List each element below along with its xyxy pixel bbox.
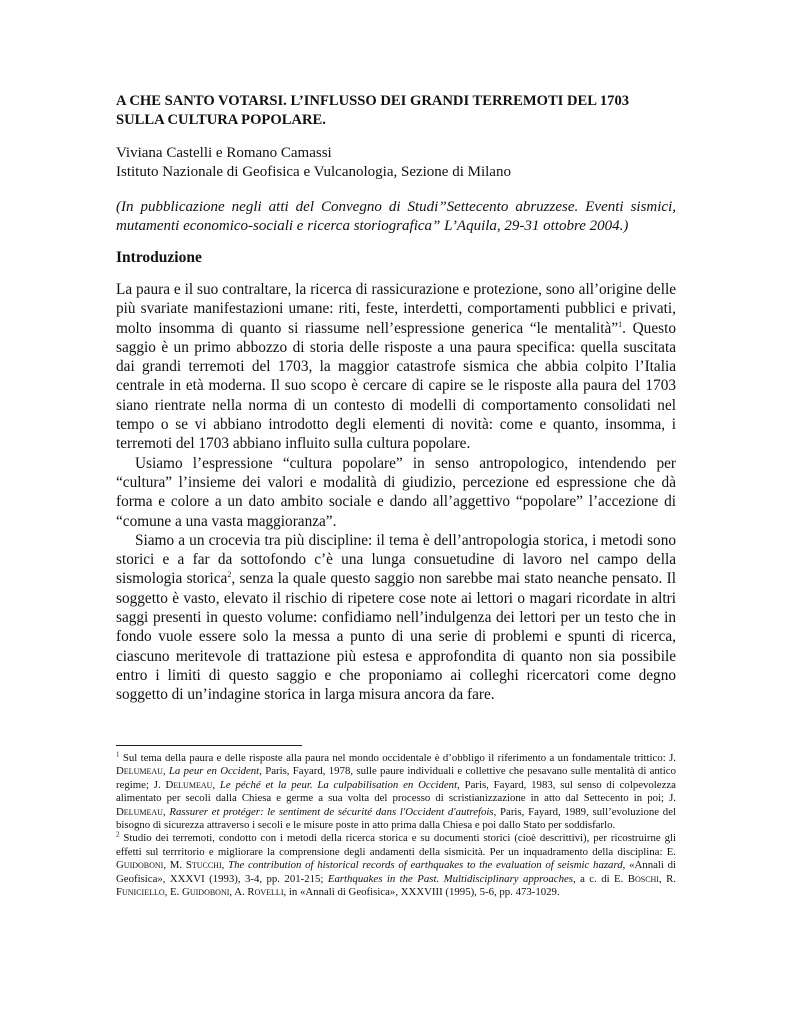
paragraph-2: Usiamo l’espressione “cultura popolare” in senso antropologico, intendendo per “cultura” l’insieme dei valori e modalità di giudizio, percezione ed espressione che dà forma e colore a un dato ambito sociale e dando all’aggettivo “popolare” l’accezione di “comune a una vasta maggioranza”. (116, 454, 676, 530)
paragraph-1-text-a: La paura e il suo contraltare, la ricerca di rassicurazione e protezione, sono all’origine delle più svariate manifestazioni umane: riti, feste, interdetti, comportamenti pubblici e privati, molto insomma di quanto si riassume nell’espressione generica “le mentalità” (116, 281, 676, 337)
footnote-2-text: , in «Annali di Geofisica», XXXVIII (1995), 5-6, pp. 473-1029. (283, 886, 560, 899)
footnote-1: $^1$ Sul tema della paura e delle risposte alla paura nel mondo occidentale è d’obbligo il riferimento a un fondamentale trittico: J. Delumeau, La peur en Occident, Paris, Fayard, 1978, sulle paure individuali e collettive che pesavano sulle mentalità di antico regime; J. Delumeau, Le péché et la peur. La culpabilisation en Occident, Paris, Fayard, 1983, sul senso di colpevolezza alimentato per secoli dalla Chiesa e germe a sua volta del processo di scristianizzazione in atto dal Settecento in poi; J. Delumeau, Rassurer et protéger: le sentiment de sécurité dans l'Occident d'autrefois, Paris, Fayard, 1989, sull’evoluzione del bisogno di sicurezza attraverso i secoli e le misure poste in atto prima dalla Chiesa e poi dallo Stato per soddisfarlo. (116, 750, 677, 832)
footnote-2-text: , «Annali di Geofisica», XXXVI (1993), 3-4, pp. 201-215; (116, 859, 677, 885)
footnote-1-number: 1 (116, 750, 120, 759)
paragraph-3 (116, 531, 676, 705)
footnote-1-text: Sul tema della paura e delle risposte alla paura nel mondo occidentale è d’obbligo il riferimento a un fondamentale trittico: (119, 752, 670, 764)
footnote-2: $^2$ Studio dei terremoti, condotto con i metodi della ricerca storica e su documenti storici (cioè descrittivi), per ricostruirne gli effetti sul terrritorio e migliorare la comprensione degli andamenti della sismicità. Per un inquadramento della disciplina: E. Guidoboni, M. Stucchi, The contribution of historical records of earthquakes to the evaluation of seismic hazard, «Annali di Geofisica», XXXVI (1993), 3-4, pp. 201-215; Earthquakes in the Past. Multidisciplinary approaches, a c. di E. Boschi, R. Funiciello, E. Guidoboni, A. Rovelli, in «Annali di Geofisica», XXXVIII (1995), 5-6, pp. 473-1029. (116, 830, 677, 899)
paragraph-3-text-b: , senza la quale questo saggio non sarebbe mai stato neanche pensato. Il soggetto è vasto, elevato il rischio di ripetere cose note ai lettori o magari ricordate in altri saggi presenti in questo volume: confidiamo nell’indulgenza dei lettori per un testo che in fondo vuole essere solo la messa a punto di una serie di problemi e spunti di ricerca, ciascuno meritevole di trattazione più estesa e approfondita di quanto non sia possibile entro i limiti di questo saggio e che proponiamo ai colleghi ricercatori come degno soggetto di un’indagine storica in larga misura ancora da fare. (116, 570, 676, 704)
footnote-2-author: E. Guidoboni, M. Stucchi (116, 845, 676, 872)
footnote-separator (116, 745, 302, 746)
footnote-ref-2[interactable]: 2 (227, 570, 232, 580)
footnote-1-text: Paris, Fayard, 1983, sul senso di colpevolezza alimentato per secoli dalla Chiesa e germe a sua volta del processo di scristianizzazione in atto dal Settecento in poi; (116, 778, 676, 805)
affiliation: Istituto Nazionale di Geofisica e Vulcanologia, Sezione di Milano (116, 164, 511, 180)
footnote-1-author: J. Delumeau (116, 792, 676, 818)
footnote-1-work: La peur en Occident (168, 765, 260, 778)
paragraph-1-text-b: . Questo saggio è un primo abbozzo di storia delle risposte a una paura specifica: quella suscitata dai grandi terremoti del 1703, la maggior catastrofe sismica che abbia colpito l’Italia centrale in età moderna. Il suo scopo è cercare di capire se le risposte alla paura del 1703 siano rientrate nella norma di un contesto di modelli di comportamento consolidati nel tempo o se vi abbiano introdotto degli elementi di novità: come e quanto, insomma, i terremoti del 1703 abbiano influito sulla cultura popolare. (116, 319, 676, 453)
paper-title (116, 92, 676, 130)
footnote-1-text: , Paris, Fayard, 1978, sulle paure individuali e collettive che pesavano sulle mentalità di antico regime; (116, 765, 677, 791)
footnote-1-text: , Paris, Fayard, 1989, sull’evoluzione del bisogno di sicurezza attraverso i secoli e le misure poste in atto prima dalla Chiesa e poi dallo Stato per soddisfarlo. (116, 805, 676, 832)
footnote-2-work: Earthquakes in the Past. Multidisciplinary approaches (327, 872, 573, 885)
footnote-1-work: Le péché et la peur. La culpabilisation en Occident, (219, 778, 460, 791)
authors: Viviana Castelli e Romano Camassi (116, 145, 332, 161)
publication-note: (In pubblicazione negli atti del Convegno di Studi”Settecento abruzzese. Eventi sismici, mutamenti economico-sociali e ricerca storiografica” L’Aquila, 29-31 ottobre 2004.) (116, 199, 676, 234)
footnote-2-author: E. Boschi, R. Funiciello, E. Guidoboni, A. Rovelli (116, 872, 676, 899)
title-line-2: SULLA CULTURA POPOLARE. (116, 112, 326, 128)
footnote-ref-1[interactable]: 1 (618, 319, 623, 329)
page-body (116, 92, 676, 705)
footnote-1-author: J. Delumeau (116, 752, 676, 778)
footnote-2-text: , a c. di (572, 872, 615, 885)
footnote-1-author: J. Delumeau (153, 778, 213, 791)
section-heading: Introduzione (116, 249, 202, 266)
title-line-1: A CHE SANTO VOTARSI. L’INFLUSSO DEI GRANDI TERREMOTI DEL 1703 (116, 93, 630, 109)
paragraph-1 (116, 280, 676, 454)
footnotes (116, 752, 676, 899)
footnote-2-work: The contribution of historical records of earthquakes to the evaluation of seismic hazard (228, 859, 623, 872)
paragraph-3-text-a: Siamo a un crocevia tra più discipline: il tema è dell’antropologia storica, i metodi sono storici e a far da sottofondo c’è una lunga consuetudine di lavoro nel campo della sismologia storica (116, 531, 676, 588)
footnote-2-number: 2 (116, 830, 120, 839)
footnote-2-text: Studio dei terremoti, condotto con i metodi della ricerca storica e su documenti storici (cioè descrittivi), per ricostruirne gli effetti sul terrritorio e migliorare la comprensione degli andamenti della sismicità. Per un inquadramento della disciplina: (116, 832, 676, 858)
footnote-1-work: Rassurer et protéger: le sentiment de sécurité dans l'Occident d'autrefois (169, 805, 494, 818)
